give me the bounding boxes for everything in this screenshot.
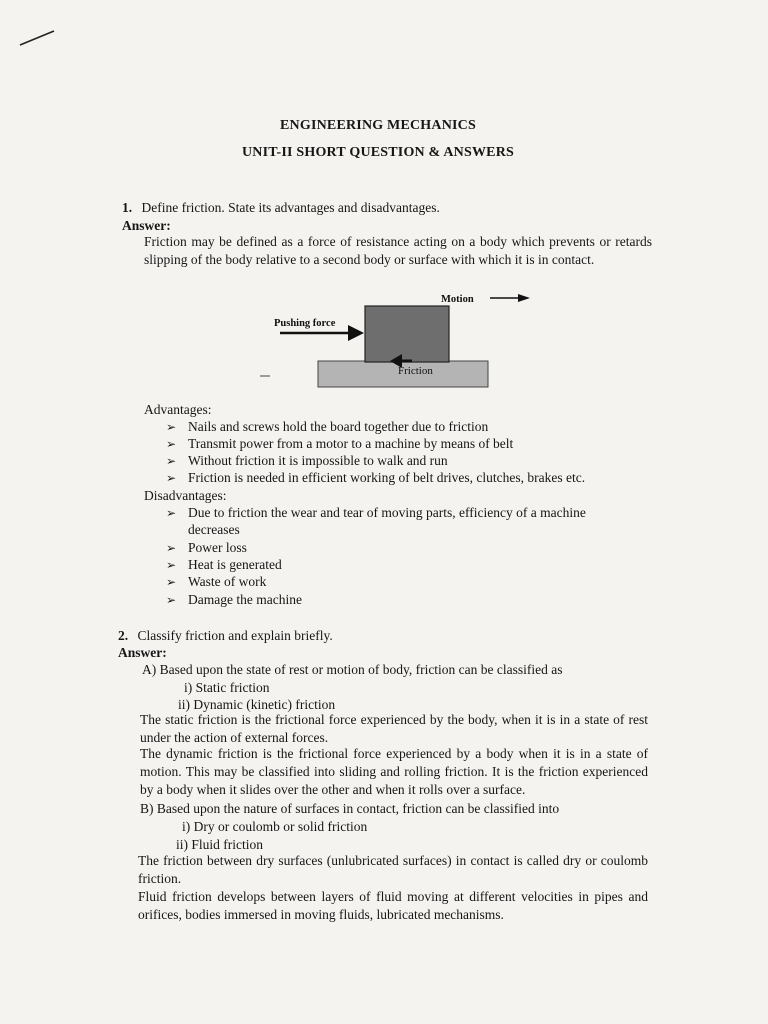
q2-question-line <box>118 627 333 644</box>
advantage-item: ➢ Friction is needed in efficient working of belt drives, clutches, brakes etc. <box>166 470 586 485</box>
classification-b-intro: B) Based upon the nature of surfaces in contact, friction can be classified into <box>140 801 560 816</box>
motion-label: Motion <box>441 294 474 305</box>
q2-answer-label: Answer: <box>118 645 167 660</box>
pen-mark <box>18 28 58 48</box>
friction-label: Friction <box>398 365 433 377</box>
disadvantage-item: ➢ Waste of work <box>166 574 267 589</box>
bullet-arrow-icon: ➢ <box>166 437 177 451</box>
bullet-arrow-icon: ➢ <box>166 471 177 485</box>
pushing-force-label: Pushing force <box>274 318 336 329</box>
dynamic-friction-text: The dynamic friction is the frictional force experienced by a body when it is in a state of motion. This may be classified into sliding and rolling friction. It is the friction experienced by a body when it slides over the other and when it rolls over a surface. <box>140 746 648 797</box>
classification-b-item: i) Dry or coulomb or solid friction <box>182 819 368 834</box>
disadvantage-item-continuation: decreases <box>188 522 240 537</box>
q1-definition: Friction may be defined as a force of resistance acting on a body which prevents or retards slipping of the body relative to a second body or surface with which it is in contact. <box>144 234 652 267</box>
q1-question: Define friction. State its advantages and disadvantages. <box>141 200 440 215</box>
bullet-arrow-icon: ➢ <box>166 506 177 520</box>
disadvantage-item: ➢ Power loss <box>166 540 247 555</box>
bullet-arrow-icon: ➢ <box>166 420 177 434</box>
advantage-item: ➢ Nails and screws hold the board together due to friction <box>166 419 489 434</box>
motion-arrowhead <box>518 294 530 302</box>
document-subtitle: UNIT-II SHORT QUESTION & ANSWERS <box>242 145 514 160</box>
disadvantage-item: ➢ Damage the machine <box>166 592 302 607</box>
q2-number: 2. <box>118 628 129 643</box>
q1-answer-label: Answer: <box>122 218 171 233</box>
disadvantage-item: ➢ Due to friction the wear and tear of moving parts, efficiency of a machine <box>166 505 586 520</box>
bullet-arrow-icon: ➢ <box>166 593 177 607</box>
advantage-item: ➢ Without friction it is impossible to walk and run <box>166 453 448 468</box>
bullet-arrow-icon: ➢ <box>166 575 177 589</box>
block <box>365 306 449 362</box>
advantage-item: ➢ Transmit power from a motor to a machine by means of belt <box>166 436 514 451</box>
friction-diagram-svg <box>260 288 540 393</box>
fluid-friction-text: Fluid friction develops between layers of fluid moving at different velocities in pipes and orifices, bodies immersed in moving fluids, lubricated mechanisms. <box>138 889 648 922</box>
bullet-arrow-icon: ➢ <box>166 541 177 555</box>
bullet-arrow-icon: ➢ <box>166 454 177 468</box>
static-friction-text: The static friction is the frictional force experienced by the body, when it is in a state of rest under the action of external forces. <box>140 712 648 745</box>
dry-friction-text: The friction between dry surfaces (unlubricated surfaces) in contact is called dry or coulomb friction. <box>138 853 648 886</box>
q1-question-line <box>122 199 440 216</box>
disadvantages-label: Disadvantages: <box>144 488 227 503</box>
q1-number: 1. <box>122 200 133 215</box>
friction-diagram <box>260 288 540 393</box>
bullet-arrow-icon: ➢ <box>166 558 177 572</box>
q2-question: Classify friction and explain briefly. <box>137 628 333 643</box>
document-title: ENGINEERING MECHANICS <box>280 118 476 133</box>
advantages-label: Advantages: <box>144 402 212 417</box>
classification-a-item: ii) Dynamic (kinetic) friction <box>178 697 336 712</box>
pushing-force-arrowhead <box>348 325 364 341</box>
classification-b-item: ii) Fluid friction <box>176 837 263 852</box>
disadvantage-item: ➢ Heat is generated <box>166 557 282 572</box>
classification-a-intro: A) Based upon the state of rest or motion of body, friction can be classified as <box>142 662 563 677</box>
classification-a-item: i) Static friction <box>184 680 270 695</box>
